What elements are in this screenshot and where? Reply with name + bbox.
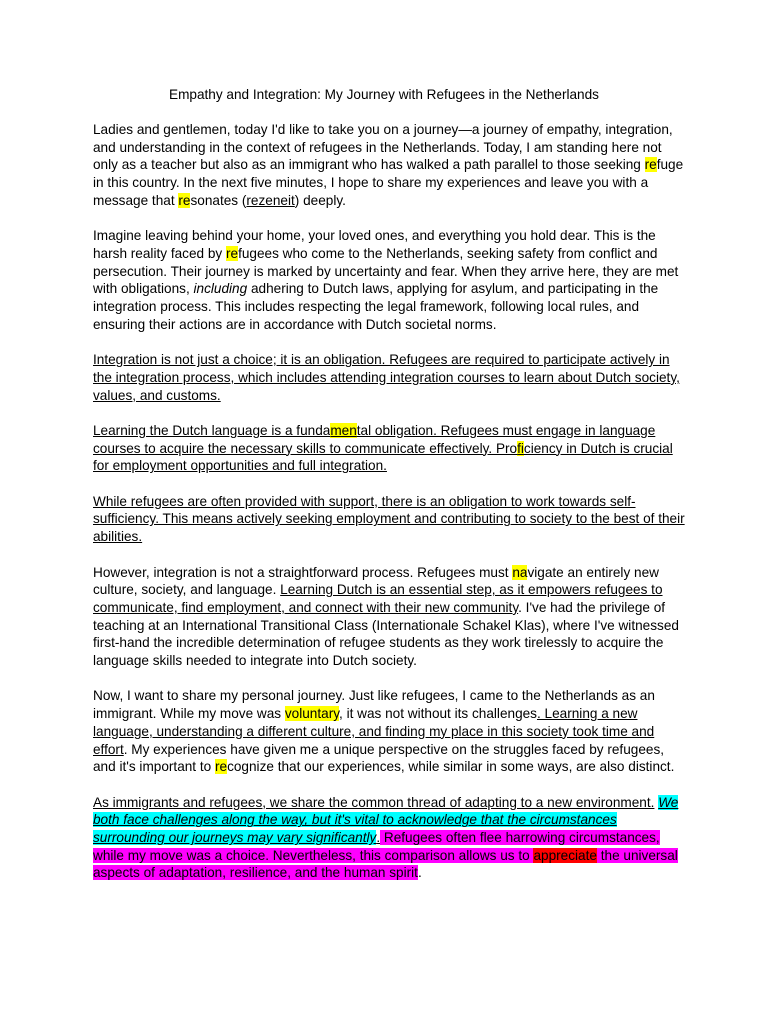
text-run: ciency in Dutch is crucial for employment opportunities and full integration. xyxy=(93,440,673,474)
paragraph-common-thread xyxy=(93,794,685,883)
text-run: fuge in this country. In the next five minutes, I hope to share my experiences and leave you with a message that xyxy=(93,157,684,208)
highlight-cyan: We both face challenges along the way, but it's vital to acknowledge that the circumstances surrounding our journeys may vary significantly xyxy=(93,794,679,846)
paragraph-language-obligation xyxy=(93,422,685,475)
highlight-yellow: men xyxy=(330,422,357,438)
text-run: Ladies and gentlemen, today I'd like to take you on a journey—a journey of empathy, integration, and understanding in the context of refugees in the Netherlands. Today, I am standing here not only as a teacher but also as an immigrant who has walked a path parallel to those seeking xyxy=(93,122,673,173)
text-run: , it was not without its challenges xyxy=(339,706,537,722)
text-run: Learning the Dutch language is a funda xyxy=(93,422,331,438)
highlight-magenta: Refugees often flee harrowing circumstances, while my move was a choice. Nevertheless, this comparison allows us to xyxy=(93,830,660,863)
text-run: sonates ( xyxy=(190,192,247,208)
highlight-yellow: fi xyxy=(517,440,524,456)
underlined-text: . xyxy=(376,830,381,846)
text-run: . I've had the privilege of teaching at an International Transitional Class (Internationale Schakel Klas), where I've witnessed first-hand the incredible determination of refugee students as they work tirelessly to acquire the language skills needed to integrate into Dutch society. xyxy=(93,599,679,669)
text-run: cognize that our experiences, while similar in some ways, are also distinct. xyxy=(227,759,675,775)
highlight-yellow: na xyxy=(512,564,528,580)
paragraph-imagine xyxy=(93,227,685,333)
document-title: Empathy and Integration: My Journey with Refugees in the Netherlands xyxy=(169,87,599,102)
underlined-text: Learning Dutch is an essential step, as it empowers refugees to communicate, find employment, and connect with their new community xyxy=(93,582,663,615)
highlight-yellow: voluntary xyxy=(284,706,340,722)
document-body xyxy=(93,121,685,900)
text-run: fugees who come to the Netherlands, seeking safety from conflict and persecution. Their journey is marked by uncertainty and fear. When they arrive here, they are met with obligations, xyxy=(93,245,679,297)
highlight-yellow: re xyxy=(214,759,228,775)
italic-text: including xyxy=(193,281,248,297)
paragraph-personal-journey xyxy=(93,687,685,776)
highlight-yellow: re xyxy=(644,157,657,173)
text-run: adhering to Dutch laws, applying for asylum, and participating in the integration process. This includes respecting the legal framework, following local rules, and ensuring their actions are in accordance with Dutch societal norms. xyxy=(93,281,659,332)
highlight-red: appreciate xyxy=(533,847,597,863)
underlined-text: . Learning a new language, understanding a different culture, and finding my place in this society took time and effort xyxy=(93,706,655,757)
text-run: vigate an entirely new culture, society, and language. xyxy=(93,564,659,598)
text-run: . xyxy=(417,865,422,881)
text-run: . My experiences have given me a unique perspective on the struggles faced by refugees, and it's important to xyxy=(93,741,665,775)
underlined-text: As immigrants and refugees, we share the common thread of adapting to a new environment. xyxy=(93,794,655,810)
text-run: ) deeply. xyxy=(294,192,346,208)
text-run: However, integration is not a straightforward process. Refugees must xyxy=(93,564,513,580)
text-run: tal obligation. Refugees must engage in language courses to acquire the necessary skills to communicate effectively. Pro xyxy=(93,422,656,456)
highlight-yellow: re xyxy=(178,192,191,208)
paragraph-introduction xyxy=(93,121,685,210)
highlight-magenta: the universal aspects of adaptation, resilience, and the human spirit xyxy=(93,847,678,881)
text-run: Imagine leaving behind your home, your loved ones, and everything you hold dear. This is the harsh reality faced by xyxy=(93,228,656,261)
text-run: Now, I want to share my personal journey. Just like refugees, I came to the Netherlands as an immigrant. While my move was xyxy=(93,688,655,722)
underlined-text: rezeneit xyxy=(246,192,295,208)
paragraph-however xyxy=(93,564,685,670)
paragraph-integration-obligation: Integration is not just a choice; it is an obligation. Refugees are required to participate actively in the integration process, which includes attending integration courses to learn about Dutch society, values, and customs. xyxy=(93,352,680,403)
paragraph-self-sufficiency: While refugees are often provided with support, there is an obligation to work towards self-sufficiency. This means actively seeking employment and contributing to society to the best of their abilities. xyxy=(93,493,685,545)
highlight-yellow: re xyxy=(225,245,239,261)
